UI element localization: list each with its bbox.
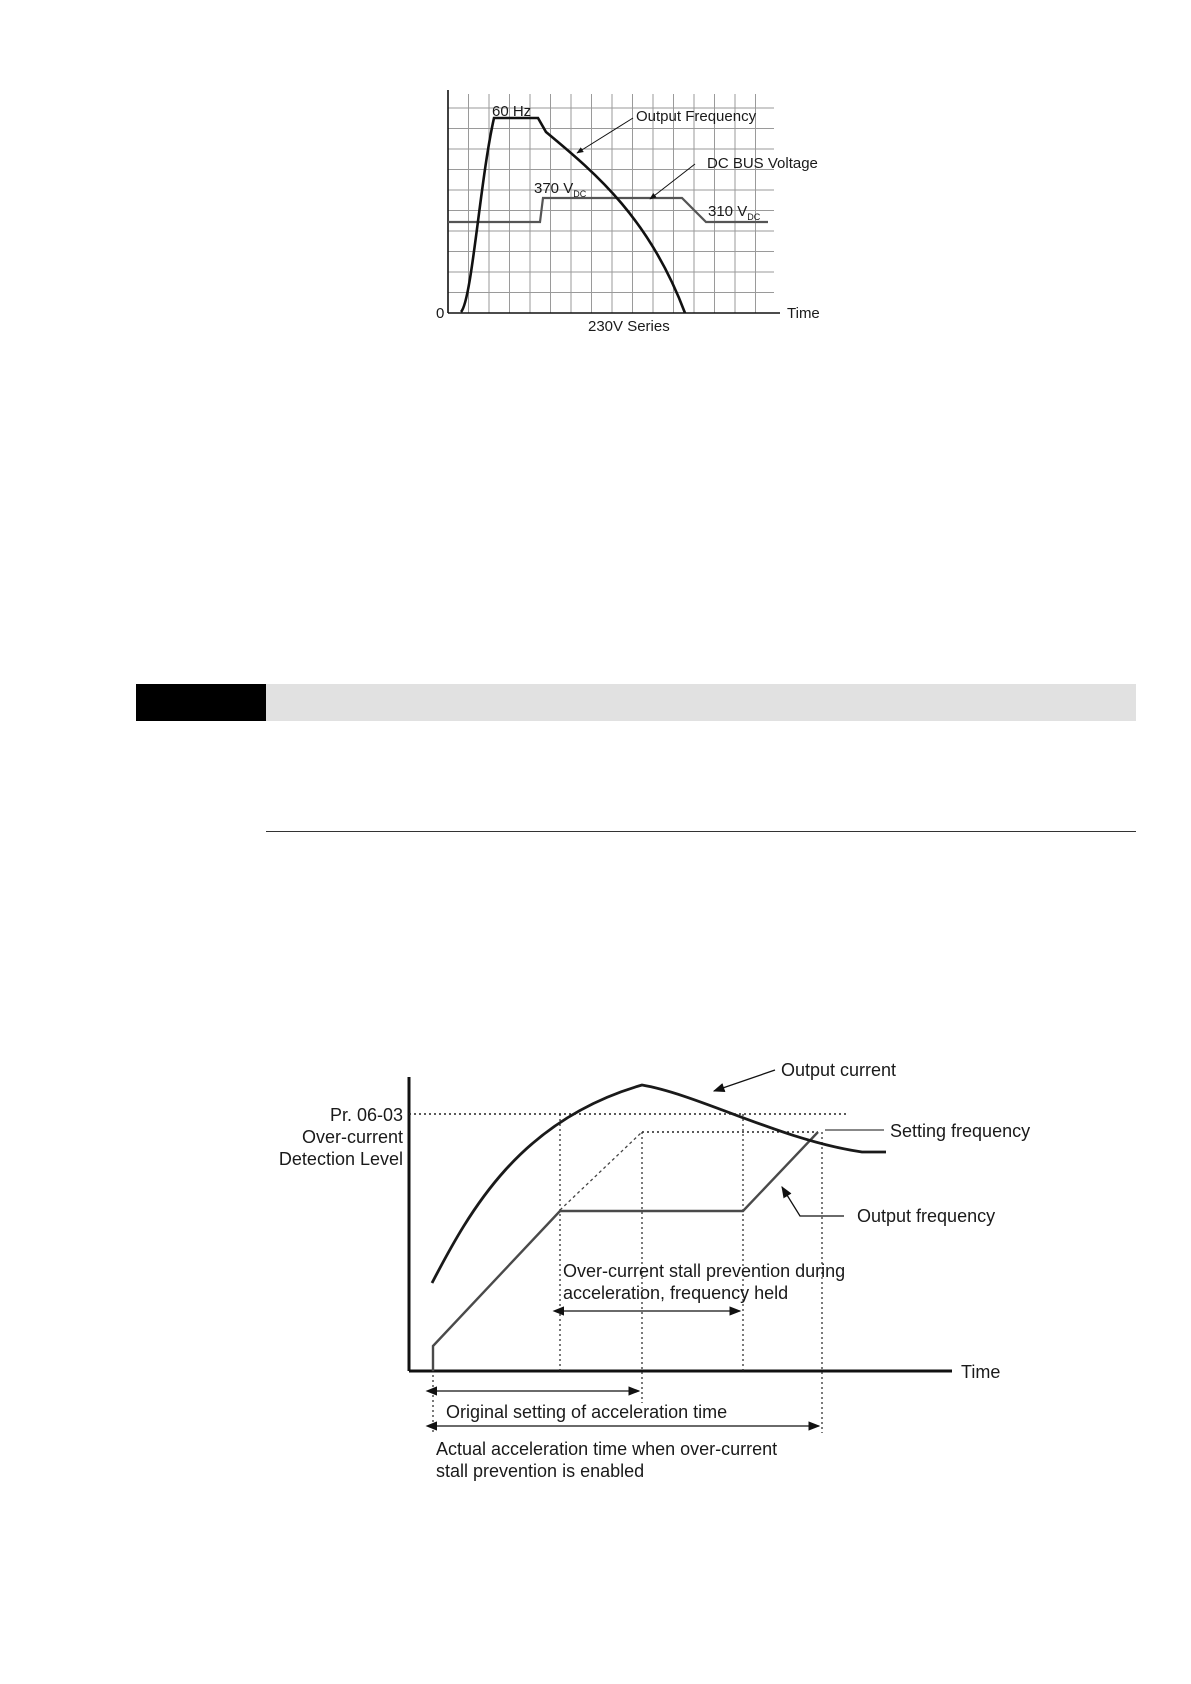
label-dc-bus-voltage: DC BUS Voltage (707, 155, 818, 172)
label-pr-06-03: Pr. 06-03 (329, 1105, 403, 1125)
figure-1-caption: 230V Series (588, 318, 670, 335)
label-stall-line-1: Over-current stall prevention during (563, 1261, 846, 1281)
setting-frequency-dashed-ramp (560, 1132, 642, 1210)
label-stall-line-2: acceleration, frequency held (563, 1283, 789, 1303)
label-60hz: 60 Hz (492, 103, 532, 120)
output-current-leader (714, 1070, 775, 1091)
label-time: Time (787, 305, 820, 322)
label-actual-line-2: stall prevention is enabled (436, 1461, 645, 1481)
label-370-subscript: DC (573, 189, 587, 199)
label-output-current: Output current (781, 1060, 897, 1080)
label-output-frequency: Output frequency (857, 1206, 996, 1226)
output-frequency-leader (782, 1187, 844, 1216)
label-310-subscript: DC (747, 212, 761, 222)
output-frequency-line (433, 1132, 818, 1371)
label-zero: 0 (436, 305, 445, 322)
label-detection-level: Detection Level (278, 1149, 403, 1169)
label-time: Time (961, 1362, 1001, 1382)
label-output-frequency: Output Frequency (636, 108, 757, 125)
label-310-value: 310 V (708, 203, 748, 220)
label-actual-line-1: Actual acceleration time when over-current (436, 1439, 778, 1459)
label-370-value: 370 V (534, 180, 574, 197)
label-over-current: Over-current (301, 1127, 403, 1147)
label-setting-frequency: Setting frequency (890, 1121, 1031, 1141)
label-original-accel: Original setting of acceleration time (446, 1402, 728, 1422)
